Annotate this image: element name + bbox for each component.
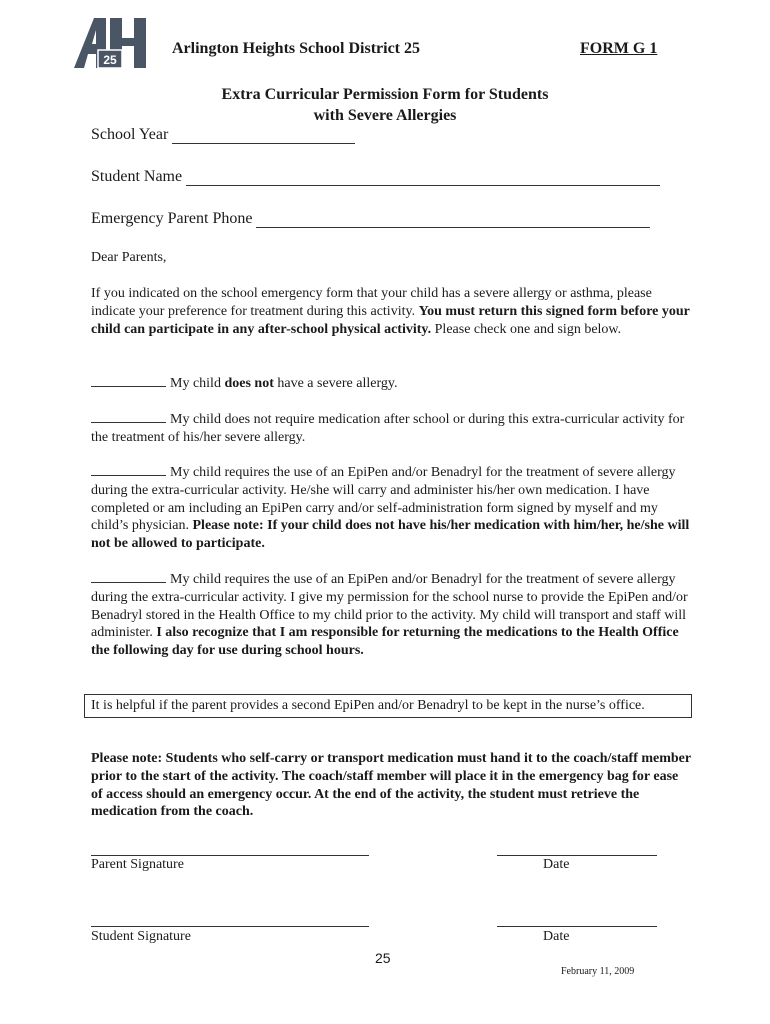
greeting: Dear Parents, <box>91 250 167 265</box>
please-note: Please note: Students who self-carry or transport medication must hand it to the coach/staff member prior to the start of the activity. The coach/staff member will place it in the emergency bag for ease of access should an emergency occur. At the end of the activity, the student must retrieve the medication from the coach. <box>91 751 691 820</box>
school-year-label: School Year <box>91 126 169 143</box>
option-1-tail: have a severe allergy. <box>277 376 398 391</box>
form-id: FORM G 1 <box>580 40 658 57</box>
student-name-label: Student Name <box>91 168 183 185</box>
student-signature-label: Student Signature <box>91 929 191 944</box>
check-blank-2[interactable] <box>91 410 166 423</box>
form-title-line2: with Severe Allergies <box>313 107 457 124</box>
option-4-bold: I also recognize that I am responsible for returning the medications to the Health Office the following day for use during school hours. <box>91 625 679 659</box>
parent-date-label: Date <box>543 857 570 872</box>
school-year-line[interactable] <box>172 129 355 144</box>
option-self-carry <box>91 463 691 553</box>
parent-signature-line[interactable] <box>91 855 369 856</box>
intro-tail: Please check one and sign below. <box>434 321 622 337</box>
student-date-label: Date <box>543 929 570 944</box>
emergency-phone-line[interactable] <box>256 213 650 228</box>
option-no-allergy <box>91 374 691 393</box>
option-4-text: My child requires the use of an EpiPen and/or Benadryl for the treatment of severe allergy during the extra-curricular activity. I give my permission for the school nurse to provide the EpiPen and/or Benadryl stored in the Health Office to my child prior to the activity. My child will transport and staff will administer. <box>91 572 688 641</box>
parent-signature-label: Parent Signature <box>91 857 184 872</box>
student-name-field[interactable] <box>91 168 660 186</box>
parent-date-line[interactable] <box>497 855 657 856</box>
intro-paragraph <box>91 285 691 338</box>
district-name: Arlington Heights School District 25 <box>172 40 420 57</box>
check-blank-3[interactable] <box>91 463 166 476</box>
student-signature-line[interactable] <box>91 926 369 927</box>
check-blank-1[interactable] <box>91 374 166 387</box>
option-1-text: My child <box>170 376 221 391</box>
intro-text: If you indicated on the school emergency form that your child has a severe allergy or asthma, please indicate your preference for treatment during this activity. <box>91 286 652 319</box>
emergency-phone-label: Emergency Parent Phone <box>91 210 253 227</box>
option-1-bold: does not <box>224 376 274 391</box>
intro-bold: You must return this signed form before your child can participate in any after-school physical activity. <box>91 303 690 337</box>
school-year-field[interactable] <box>91 126 355 144</box>
option-3-bold: Please note: If your child does not have his/her medication with him/her, he/she will not be allowed to participate. <box>91 518 690 552</box>
second-epipen-note: It is helpful if the parent provides a second EpiPen and/or Benadryl to be kept in the nurse’s office. <box>84 694 692 718</box>
option-no-medication <box>91 410 691 447</box>
page-number: 25 <box>375 950 391 966</box>
option-nurse-provides <box>91 570 691 660</box>
student-name-line[interactable] <box>186 171 660 186</box>
emergency-phone-field[interactable] <box>91 210 650 228</box>
logo-number: 25 <box>103 53 117 67</box>
student-date-line[interactable] <box>497 926 657 927</box>
revision-date: February 11, 2009 <box>561 966 635 977</box>
option-2-text: My child does not require medication after school or during this extra-curricular activity for the treatment of his/her severe allergy. <box>91 412 685 445</box>
district-logo <box>72 14 156 70</box>
check-blank-4[interactable] <box>91 570 166 583</box>
form-title-line1: Extra Curricular Permission Form for Students <box>221 86 549 103</box>
option-3-text: My child requires the use of an EpiPen and/or Benadryl for the treatment of severe allergy during the extra-curricular activity. He/she will carry and administer his/her own medication. I have completed or am including an EpiPen carry and/or self-administration form signed by myself and my child’s physician. <box>91 465 676 534</box>
